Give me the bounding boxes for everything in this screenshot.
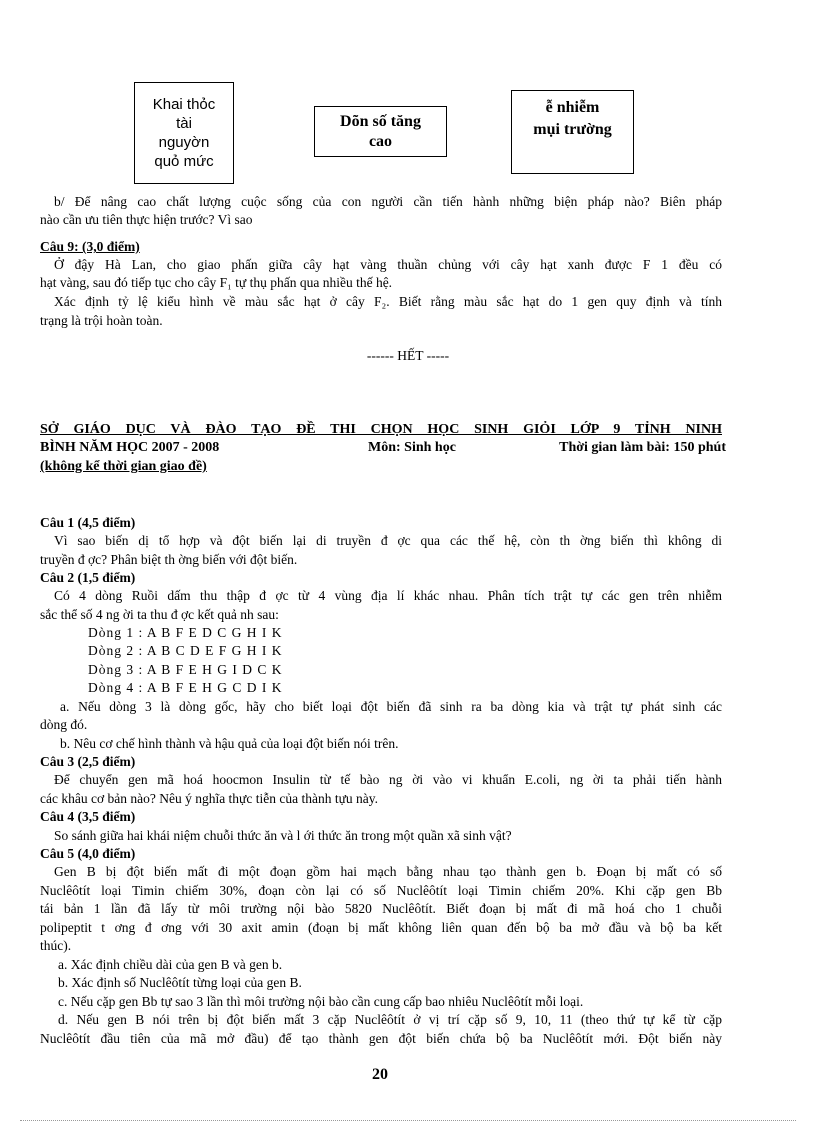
cau2-line: sắc thể số 4 ng ời ta thu đ ợc kết quả nh sau: (40, 607, 279, 622)
cau5-d: d. Nếu gen B nói trên bị đột biến mất 3 cặp Nuclêôtít ở vị trí cặp số 9, 10, 11 (theo thứ tự kể từ cặp (58, 1012, 722, 1027)
cau9-line: Xác định tỷ lệ kiểu hình về màu sắc hạt ở cây F₂. Biết rằng màu sắc hạt do 1 gen quy định và tính (54, 294, 722, 309)
cau4-title: Câu 4 (3,5 điểm) (40, 809, 136, 824)
cau3-title: Câu 3 (2,5 điểm) (40, 754, 136, 769)
diagram-box-resource-exploitation (134, 82, 234, 184)
box2-line: cao (368, 132, 393, 150)
diagram-box-population-growth (314, 106, 447, 157)
diagram-box-pollution (511, 90, 634, 174)
cau9-line: trạng là trội hoàn toàn. (40, 313, 163, 328)
end-marker: ------ HẾT ----- (366, 348, 450, 363)
box3-line: mụi trường (533, 121, 612, 138)
box1-line: tài (176, 115, 192, 132)
cau1-line: truyền đ ợc? Phân biệt th ờng biến với đột biến. (40, 552, 298, 567)
cau5-line: Nuclêôtít loại Timin chiếm 30%, đoạn còn lại có số Nuclêôtít loại Timin chiếm 20%. Khi cặp gen Bb (40, 883, 722, 898)
exam-header-line2 (40, 439, 726, 457)
cau5-a: a. Xác định chiều dài của gen B và gen b. (58, 957, 283, 972)
cau5-line: polipeptit t ơng đ ơng với 30 axit amin (đoạn bị mất không liên quan đến bộ ba mở đầu và bộ ba kết (40, 920, 722, 935)
box3-line: ễ nhiễm (545, 99, 600, 116)
cau5-line: thúc). (40, 938, 72, 953)
cau2-line: Có 4 dòng Ruồi dấm thu thập đ ợc từ 4 vùng địa lí khác nhau. Phân tích trật tự các gen trên nhiễm (54, 588, 722, 603)
school-year: BÌNH NĂM HỌC 2007 - 2008 (40, 440, 220, 455)
page-bottom-divider (20, 1120, 796, 1121)
page-number: 20 (372, 1066, 388, 1083)
cau3-line: các khâu cơ bản nào? Nêu ý nghĩa thực tiễn của thành tựu này. (40, 791, 379, 806)
cau9-line: hạt vàng, sau đó tiếp tục cho cây F₁ tự thụ phấn qua nhiều thế hệ. (40, 275, 393, 290)
cau5-line: Gen B bị đột biến mất đi một đoạn gồm hai mạch bằng nhau tạo thành gen b. Đoạn bị mất có số (54, 864, 722, 879)
subject: Môn: Sinh học (368, 440, 456, 455)
exam-header-line3: (không kể thời gian giao đề) (40, 459, 207, 474)
cau5-b: b. Xác định số Nuclêôtít từng loại của gen B. (58, 975, 302, 990)
dong-2: Dòng 2 : A B C D E F G H I K (88, 643, 283, 658)
cau5-d: Nuclêôtít đầu tiên của mã mở đầu) để tạo thành gen đột biến chứa bộ ba Nuclêôtít mới. Đột biến này (40, 1031, 722, 1046)
cau2-b: b. Nêu cơ chế hình thành và hậu quả của loại đột biến nói trên. (60, 736, 399, 751)
cau3-line: Để chuyển gen mã hoá hoocmon Insulin từ tế bào ng ời vào vi khuẩn E.coli, ng ời ta phải tiến hành (54, 772, 722, 787)
duration: Thời gian làm bài: 150 phút (559, 440, 726, 455)
cau1-title: Câu 1 (4,5 điểm) (40, 515, 136, 530)
box1-line: quỏ mức (154, 153, 214, 170)
box1-line: nguyờn (158, 134, 210, 151)
part-b-line: nào cần ưu tiên thực hiện trước? Vì sao (40, 212, 253, 227)
part-b-line: b/ Để nâng cao chất lượng cuộc sống của con người cần tiến hành những biện pháp nào? Biên pháp (54, 194, 722, 209)
dong-1: Dòng 1 : A B F E D C G H I K (88, 625, 283, 640)
cau9-title: Câu 9: (3,0 điểm) (40, 239, 140, 254)
box2-line: Dõn số tăng (340, 112, 421, 130)
cau4-line: So sánh giữa hai khái niệm chuỗi thức ăn và l ới thức ăn trong một quần xã sinh vật? (54, 828, 512, 843)
cau2-a: a. Nếu dòng 3 là dòng gốc, hãy cho biết loại đột biến đã sinh ra ba dòng kia và trật tự phát sinh các (60, 699, 722, 714)
cau5-c: c. Nếu cặp gen Bb tự sao 3 lần thì môi trường nội bào cần cung cấp bao nhiêu Nuclêôtít mỗi loại. (58, 994, 584, 1009)
cau5-title: Câu 5 (4,0 điểm) (40, 846, 136, 861)
dong-4: Dòng 4 : A B F E H G C D I K (88, 680, 283, 695)
dong-3: Dòng 3 : A B F E H G I D C K (88, 662, 283, 677)
cau1-line: Vì sao biến dị tổ hợp và đột biến lại di truyền đ ợc qua các thế hệ, còn th ờng biến thì không di (54, 533, 722, 548)
cau2-title: Câu 2 (1,5 điểm) (40, 570, 136, 585)
cau5-line: tái bản 1 lần đã lấy từ môi trường nội bào 5820 Nuclêôtít. Biết đoạn bị mất đi mã hoá cho 1 chuỗi (40, 901, 722, 916)
cau2-a: dòng đó. (40, 717, 88, 732)
exam-header-line1: SỞ GIÁO DỤC VÀ ĐÀO TẠO ĐỀ THI CHỌN HỌC SINH GIỎI LỚP 9 TỈNH NINH (40, 422, 722, 437)
cau9-line: Ở đậy Hà Lan, cho giao phấn giữa cây hạt vàng thuần chủng với cây hạt xanh được F 1 đều có (54, 257, 722, 272)
box1-line: Khai thỏc (152, 96, 216, 113)
